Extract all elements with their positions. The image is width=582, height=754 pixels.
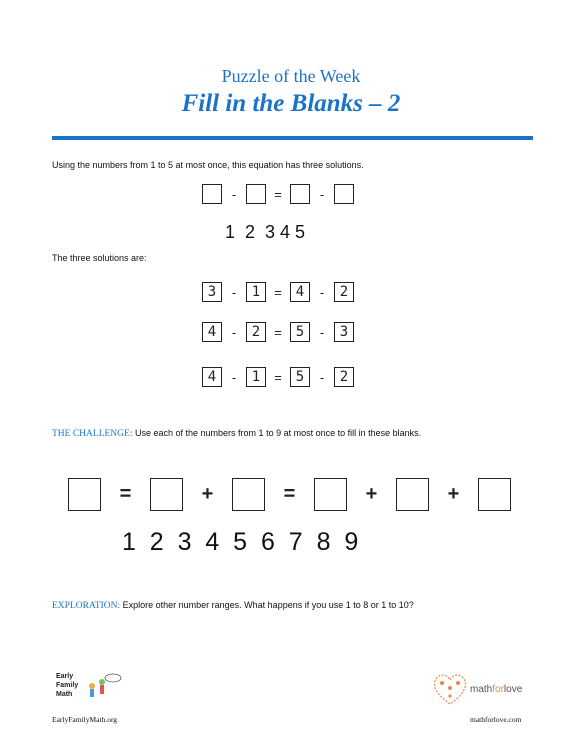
operator: -: [319, 369, 325, 385]
blank-box: [150, 478, 183, 511]
solution-box: 3: [202, 282, 222, 302]
blank-box: [396, 478, 429, 511]
heart-numbers-icon: [430, 670, 470, 708]
blank-box: [334, 184, 354, 204]
puzzle-subtitle: Puzzle of the Week: [221, 66, 361, 86]
header-divider: [52, 136, 533, 140]
logo-word: math: [470, 684, 493, 695]
solution-box: 5: [290, 367, 310, 387]
operator: =: [283, 483, 296, 505]
operator: +: [447, 483, 460, 505]
solution-box: 2: [334, 367, 354, 387]
challenge-text: Use each of the numbers from 1 to 9 at most once to fill in these blanks.: [135, 428, 422, 438]
solution-row-2: [202, 322, 354, 342]
page-title: Fill in the Blanks – 2: [181, 90, 401, 117]
solution-box: 4: [202, 367, 222, 387]
operator: -: [319, 324, 325, 340]
challenge-equation: [68, 478, 511, 511]
operator: -: [231, 324, 237, 340]
solution-row-3: [202, 367, 354, 387]
solution-box: 4: [290, 282, 310, 302]
exploration-label: EXPLORATION:: [52, 601, 121, 611]
intro-number-list: 1 2 3 4 5: [225, 222, 306, 242]
operator: -: [319, 284, 325, 300]
operator: +: [201, 483, 214, 505]
solution-row-1: [202, 282, 354, 302]
challenge-line: [52, 428, 421, 439]
challenge-number-list: 1 2 3 4 5 6 7 8 9: [122, 528, 359, 556]
logo-word: Math: [56, 691, 73, 698]
math-for-love-logo: [470, 684, 522, 695]
operator: =: [274, 284, 282, 300]
footer-right-url[interactable]: mathforlove.com: [470, 715, 522, 724]
challenge-label: THE CHALLENGE:: [52, 429, 133, 439]
early-family-math-logo: [56, 672, 126, 710]
operator: -: [231, 369, 237, 385]
operator: -: [231, 186, 237, 202]
blank-box: [290, 184, 310, 204]
operator: =: [119, 483, 132, 505]
logo-word: Early: [56, 673, 74, 680]
solution-box: 4: [202, 322, 222, 342]
operator: -: [319, 186, 325, 202]
operator: =: [274, 186, 282, 202]
solution-box: 3: [334, 322, 354, 342]
logo-word: for: [492, 684, 504, 695]
blank-box: [314, 478, 347, 511]
logo-word: love: [503, 684, 523, 695]
solution-box: 1: [246, 367, 266, 387]
intro-equation: [202, 184, 354, 204]
exploration-line: [52, 600, 414, 611]
blank-box: [232, 478, 265, 511]
operator: -: [231, 284, 237, 300]
solution-box: 5: [290, 322, 310, 342]
intro-text: Using the numbers from 1 to 5 at most once, this equation has three solutions.: [52, 160, 364, 170]
blank-box: [202, 184, 222, 204]
operator: +: [365, 483, 378, 505]
footer-left-url[interactable]: EarlyFamilyMath.org: [52, 715, 118, 724]
exploration-text: Explore other number ranges. What happens if you use 1 to 8 or 1 to 10?: [122, 600, 414, 610]
solution-box: 2: [334, 282, 354, 302]
blank-box: [478, 478, 511, 511]
solution-box: 2: [246, 322, 266, 342]
blank-box: [68, 478, 101, 511]
children-icon: [86, 672, 122, 700]
solution-box: 1: [246, 282, 266, 302]
logo-word: Family: [56, 682, 79, 689]
blank-box: [246, 184, 266, 204]
solutions-label: The three solutions are:: [52, 253, 147, 263]
operator: =: [274, 324, 282, 340]
operator: =: [274, 369, 282, 385]
